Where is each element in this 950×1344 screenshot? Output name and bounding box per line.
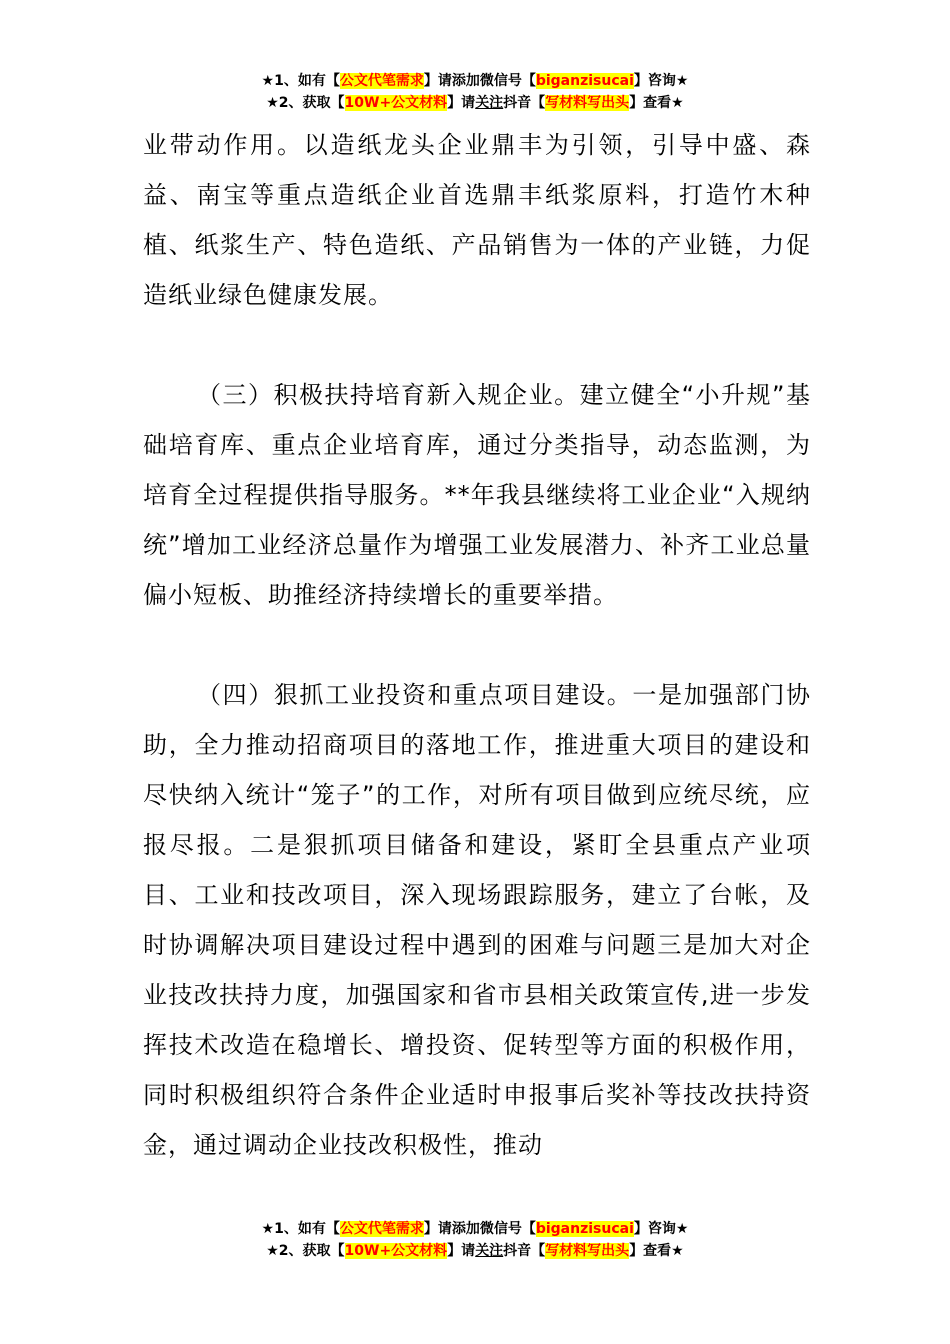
banner-text: ★2、获取【 — [266, 1243, 345, 1259]
banner-text: 抖音【 — [503, 1243, 546, 1259]
banner-line-1 — [0, 1218, 950, 1240]
paragraph-spacer — [143, 320, 811, 370]
banner-emphasis: 关注 — [475, 95, 504, 111]
banner-text: 】请添 — [423, 73, 466, 89]
banner-text: 微信号【 — [479, 73, 536, 89]
paragraph-spacer — [143, 620, 811, 670]
banner-text: 】请 — [447, 95, 476, 111]
banner-text: 微信号【 — [479, 1221, 536, 1237]
paragraph-section-3: （三）积极扶持培育新入规企业。建立健全“小升规”基础培育库、重点企业培育库，通过分类指导，动态监测，为培育全过程提供指导服务。**年我县继续将工业企业“入规纳统”增加工业经济总量作为增强工业发展潜力、补齐工业总量偏小短板、助推经济持续增长的重要举措。 — [143, 381, 811, 609]
banner-line-2 — [0, 92, 950, 114]
banner-highlight: 写材料写出头 — [545, 95, 630, 111]
paragraph-continuation: 业带动作用。以造纸龙头企业鼎丰为引领，引导中盛、森益、南宝等重点造纸企业首选鼎丰纸浆原料，打造竹木种植、纸浆生产、特色造纸、产品销售为一体的产业链，力促造纸业绿色健康发展。 — [143, 131, 811, 309]
banner-emphasis: 关注 — [475, 1243, 504, 1259]
banner-text: ★1、如有【 — [261, 73, 340, 89]
header-banner — [0, 70, 950, 114]
banner-text: 】查看★ — [629, 1243, 684, 1259]
banner-highlight: 10W+公文材料 — [344, 95, 448, 111]
banner-text: ★1、如有【 — [261, 1221, 340, 1237]
banner-highlight: 公文代笔需求 — [339, 1221, 424, 1237]
banner-text: 】咨询★ — [633, 1221, 689, 1237]
banner-line-1 — [0, 70, 950, 92]
banner-line-2 — [0, 1240, 950, 1262]
banner-highlight: 公文代笔需求 — [339, 73, 424, 89]
banner-emphasis: 加 — [465, 73, 480, 89]
banner-highlight: biganzisucai — [535, 1221, 634, 1237]
banner-text: ★2、获取【 — [266, 95, 345, 111]
banner-text: 】查看★ — [629, 95, 684, 111]
banner-highlight: 写材料写出头 — [545, 1243, 630, 1259]
banner-highlight: 10W+公文材料 — [344, 1243, 448, 1259]
banner-text: 】请 — [447, 1243, 476, 1259]
document-body — [143, 120, 811, 1170]
banner-highlight: biganzisucai — [535, 73, 634, 89]
banner-text: 】咨询★ — [633, 73, 689, 89]
banner-text: 】请添 — [423, 1221, 466, 1237]
banner-emphasis: 加 — [465, 1221, 480, 1237]
banner-text: 抖音【 — [503, 95, 546, 111]
footer-banner — [0, 1218, 950, 1262]
paragraph-section-4: （四）狠抓工业投资和重点项目建设。一是加强部门协助，全力推动招商项目的落地工作，推进重大项目的建设和尽快纳入统计“笼子”的工作，对所有项目做到应统尽统，应报尽报。二是狠抓项目储备和建设，紧盯全县重点产业项目、工业和技改项目，深入现场跟踪服务，建立了台帐，及时协调解决项目建设过程中遇到的困难与问题三是加大对企业技改扶持力度，加强国家和省市县相关政策宣传,进一步发挥技术改造在稳增长、增投资、促转型等方面的积极作用，同时积极组织符合条件企业适时申报事后奖补等技改扶持资金，通过调动企业技改积极性，推动 — [143, 681, 811, 1159]
